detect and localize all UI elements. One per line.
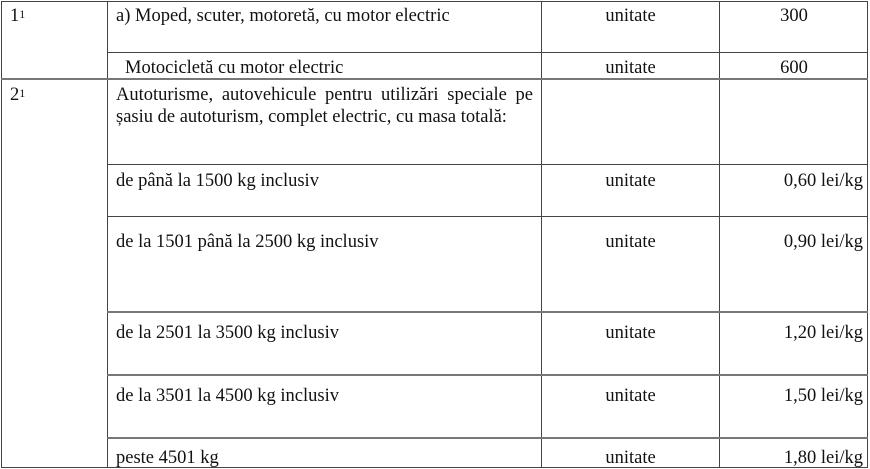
item-unit: unitate: [605, 58, 656, 78]
row-number: $2^1$: [10, 85, 26, 105]
table-border-top: [1, 1, 868, 2]
item-description: de la 3501 la 4500 kg inclusiv: [116, 386, 339, 406]
item-unit: unitate: [605, 323, 656, 343]
item-description: Motocicletă cu motor electric: [125, 58, 344, 78]
row-divider: [107, 52, 868, 53]
item-description: peste 4501 kg: [116, 448, 219, 468]
row-divider: [107, 437, 868, 439]
row-divider: [107, 216, 868, 217]
item-value: 600: [780, 58, 808, 78]
item-description: de la 2501 la 3500 kg inclusiv: [116, 323, 339, 343]
item-unit: unitate: [605, 232, 656, 252]
row-divider: [107, 164, 868, 165]
item-unit: unitate: [605, 386, 656, 406]
item-value: 300: [780, 6, 808, 26]
item-value: 0,60 lei/kg: [783, 171, 863, 191]
item-unit: unitate: [605, 6, 656, 26]
item-description: a) Moped, scuter, motoretă, cu motor electric: [116, 6, 450, 26]
item-value: 1,50 lei/kg: [783, 386, 863, 406]
item-description: de până la 1500 kg inclusiv: [116, 171, 319, 191]
item-unit: unitate: [605, 448, 656, 468]
item-value: 0,90 lei/kg: [783, 232, 863, 252]
row-divider: [107, 374, 868, 376]
item-description: de la 1501 până la 2500 kg inclusiv: [116, 232, 379, 252]
group-header-description: Autoturisme, autovehicule pentru utilizări speciale pe șasiu de autoturism, complet electric, cu masa totală:: [116, 85, 533, 127]
item-value: 1,20 lei/kg: [783, 323, 863, 343]
table-border-left: [1, 1, 2, 468]
row-number: $1^1$: [10, 6, 26, 26]
item-value: 1,80 lei/kg: [783, 448, 863, 468]
column-divider-num: [107, 1, 108, 468]
row-divider: [107, 311, 868, 313]
item-unit: unitate: [605, 171, 656, 191]
